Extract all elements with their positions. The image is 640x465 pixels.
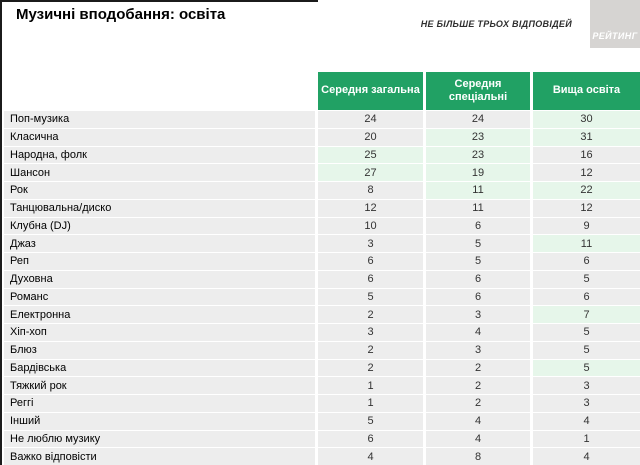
row-label: Важко відповісти — [4, 448, 315, 465]
value-cell: 27 — [318, 164, 423, 181]
row-label: Інший — [4, 413, 315, 430]
value-cell: 8 — [318, 182, 423, 199]
row-label: Джаз — [4, 235, 315, 252]
value-cell: 1 — [318, 377, 423, 394]
value-cell: 12 — [533, 200, 640, 217]
value-cell: 7 — [533, 306, 640, 323]
value-cell: 4 — [533, 448, 640, 465]
value-cell: 24 — [426, 111, 530, 128]
value-cell: 11 — [533, 235, 640, 252]
row-label: Бардівська — [4, 360, 315, 377]
row-label: Шансон — [4, 164, 315, 181]
column-header: Вища освіта — [533, 72, 640, 110]
value-cell: 30 — [533, 111, 640, 128]
value-cell: 6 — [318, 253, 423, 270]
value-cell: 2 — [426, 360, 530, 377]
value-cell: 6 — [318, 431, 423, 448]
value-cell: 2 — [318, 342, 423, 359]
value-cell: 3 — [533, 377, 640, 394]
value-cell: 4 — [426, 431, 530, 448]
value-cell: 9 — [533, 218, 640, 235]
value-cell: 31 — [533, 129, 640, 146]
table-corner — [4, 72, 315, 110]
value-cell: 2 — [426, 377, 530, 394]
value-cell: 6 — [318, 271, 423, 288]
row-label: Не люблю музику — [4, 431, 315, 448]
value-cell: 8 — [426, 448, 530, 465]
page-title: Музичні вподобання: освіта — [16, 6, 226, 23]
value-cell: 10 — [318, 218, 423, 235]
window-edge-left — [0, 0, 2, 465]
value-cell: 5 — [426, 235, 530, 252]
value-cell: 11 — [426, 182, 530, 199]
row-label: Танцювальна/диско — [4, 200, 315, 217]
row-label: Реп — [4, 253, 315, 270]
value-cell: 3 — [533, 395, 640, 412]
value-cell: 6 — [426, 271, 530, 288]
row-label: Хіп-хоп — [4, 324, 315, 341]
value-cell: 1 — [318, 395, 423, 412]
value-cell: 12 — [533, 164, 640, 181]
value-cell: 4 — [426, 413, 530, 430]
rating-logo-text: РЕЙТИНГ — [592, 31, 638, 41]
value-cell: 3 — [426, 306, 530, 323]
value-cell: 2 — [318, 360, 423, 377]
value-cell: 3 — [318, 324, 423, 341]
value-cell: 4 — [533, 413, 640, 430]
row-label: Романс — [4, 289, 315, 306]
value-cell: 2 — [426, 395, 530, 412]
value-cell: 5 — [426, 253, 530, 270]
value-cell: 3 — [318, 235, 423, 252]
row-label: Електронна — [4, 306, 315, 323]
value-cell: 6 — [426, 218, 530, 235]
row-label: Блюз — [4, 342, 315, 359]
row-label: Тяжкий рок — [4, 377, 315, 394]
row-label: Рок — [4, 182, 315, 199]
value-cell: 6 — [533, 253, 640, 270]
value-cell: 23 — [426, 147, 530, 164]
value-cell: 4 — [426, 324, 530, 341]
column-header: Середня спеціальні — [426, 72, 530, 110]
value-cell: 1 — [533, 431, 640, 448]
value-cell: 22 — [533, 182, 640, 199]
row-label: Класична — [4, 129, 315, 146]
value-cell: 12 — [318, 200, 423, 217]
value-cell: 5 — [533, 271, 640, 288]
value-cell: 24 — [318, 111, 423, 128]
value-cell: 25 — [318, 147, 423, 164]
value-cell: 5 — [318, 413, 423, 430]
value-cell: 19 — [426, 164, 530, 181]
row-label: Духовна — [4, 271, 315, 288]
value-cell: 23 — [426, 129, 530, 146]
value-cell: 6 — [426, 289, 530, 306]
value-cell: 3 — [426, 342, 530, 359]
preferences-table — [4, 72, 640, 465]
note-text: НЕ БІЛЬШЕ ТРЬОХ ВІДПОВІДЕЙ — [420, 19, 572, 29]
value-cell: 16 — [533, 147, 640, 164]
rating-logo — [590, 0, 640, 48]
row-label: Поп-музика — [4, 111, 315, 128]
value-cell: 5 — [533, 324, 640, 341]
row-label: Клубна (DJ) — [4, 218, 315, 235]
value-cell: 11 — [426, 200, 530, 217]
window-edge-top — [0, 0, 318, 2]
value-cell: 20 — [318, 129, 423, 146]
value-cell: 5 — [533, 360, 640, 377]
row-label: Реггі — [4, 395, 315, 412]
column-header: Середня загальна — [318, 72, 423, 110]
value-cell: 2 — [318, 306, 423, 323]
value-cell: 4 — [318, 448, 423, 465]
value-cell: 5 — [318, 289, 423, 306]
value-cell: 5 — [533, 342, 640, 359]
value-cell: 6 — [533, 289, 640, 306]
row-label: Народна, фолк — [4, 147, 315, 164]
